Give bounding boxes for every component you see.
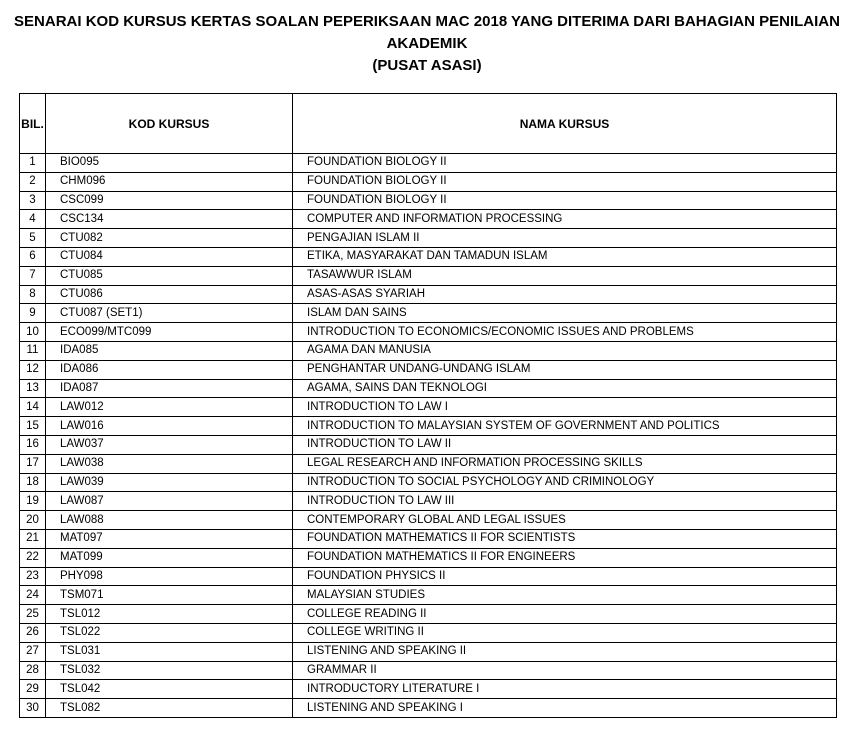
row-number: 2 xyxy=(20,172,46,191)
table-row xyxy=(20,191,837,210)
row-number: 20 xyxy=(20,511,46,530)
course-name: FOUNDATION MATHEMATICS II FOR SCIENTISTS xyxy=(293,529,837,548)
course-name: COMPUTER AND INFORMATION PROCESSING xyxy=(293,210,837,229)
course-name: ISLAM DAN SAINS xyxy=(293,304,837,323)
row-number: 7 xyxy=(20,266,46,285)
course-code: TSL012 xyxy=(46,605,293,624)
table-row xyxy=(20,454,837,473)
table-row xyxy=(20,567,837,586)
table-row xyxy=(20,699,837,718)
course-name: FOUNDATION BIOLOGY II xyxy=(293,191,837,210)
course-name: GRAMMAR II xyxy=(293,661,837,680)
course-code: MAT099 xyxy=(46,548,293,567)
table-row xyxy=(20,511,837,530)
table-row xyxy=(20,473,837,492)
course-code: TSM071 xyxy=(46,586,293,605)
table-row xyxy=(20,642,837,661)
course-name: TASAWWUR ISLAM xyxy=(293,266,837,285)
course-name: CONTEMPORARY GLOBAL AND LEGAL ISSUES xyxy=(293,511,837,530)
table-row xyxy=(20,623,837,642)
row-number: 17 xyxy=(20,454,46,473)
course-code: IDA086 xyxy=(46,360,293,379)
row-number: 16 xyxy=(20,435,46,454)
course-code: CTU087 (SET1) xyxy=(46,304,293,323)
header-kod-kursus: KOD KURSUS xyxy=(46,94,293,154)
course-name: INTRODUCTION TO SOCIAL PSYCHOLOGY AND CRIMINOLOGY xyxy=(293,473,837,492)
table-row xyxy=(20,266,837,285)
course-code: CTU082 xyxy=(46,229,293,248)
course-code: TSL022 xyxy=(46,623,293,642)
table-row xyxy=(20,172,837,191)
table-row xyxy=(20,247,837,266)
row-number: 11 xyxy=(20,341,46,360)
course-code: TSL042 xyxy=(46,680,293,699)
course-name: LISTENING AND SPEAKING I xyxy=(293,699,837,718)
course-code: TSL032 xyxy=(46,661,293,680)
course-code: LAW038 xyxy=(46,454,293,473)
row-number: 19 xyxy=(20,492,46,511)
row-number: 24 xyxy=(20,586,46,605)
course-name: LISTENING AND SPEAKING II xyxy=(293,642,837,661)
table-row xyxy=(20,341,837,360)
document-title-line-1: SENARAI KOD KURSUS KERTAS SOALAN PEPERIKSAAN MAC 2018 YANG DITERIMA DARI BAHAGIAN PENILAIAN xyxy=(14,13,840,30)
course-table xyxy=(19,93,837,718)
row-number: 26 xyxy=(20,623,46,642)
course-name: AGAMA, SAINS DAN TEKNOLOGI xyxy=(293,379,837,398)
course-code: MAT097 xyxy=(46,529,293,548)
table-row xyxy=(20,360,837,379)
course-code: CSC099 xyxy=(46,191,293,210)
course-name: COLLEGE WRITING II xyxy=(293,623,837,642)
course-code: PHY098 xyxy=(46,567,293,586)
document-title-line-2: AKADEMIK xyxy=(386,35,468,52)
course-name: PENGHANTAR UNDANG-UNDANG ISLAM xyxy=(293,360,837,379)
course-code: LAW016 xyxy=(46,417,293,436)
row-number: 9 xyxy=(20,304,46,323)
course-name: FOUNDATION BIOLOGY II xyxy=(293,172,837,191)
table-row xyxy=(20,548,837,567)
row-number: 5 xyxy=(20,229,46,248)
row-number: 4 xyxy=(20,210,46,229)
course-code: CSC134 xyxy=(46,210,293,229)
course-code: ECO099/MTC099 xyxy=(46,323,293,342)
table-row xyxy=(20,210,837,229)
table-row xyxy=(20,154,837,173)
course-code: LAW088 xyxy=(46,511,293,530)
row-number: 21 xyxy=(20,529,46,548)
course-name: LEGAL RESEARCH AND INFORMATION PROCESSING SKILLS xyxy=(293,454,837,473)
row-number: 1 xyxy=(20,154,46,173)
table-row xyxy=(20,586,837,605)
row-number: 18 xyxy=(20,473,46,492)
course-code: IDA085 xyxy=(46,341,293,360)
table-row xyxy=(20,661,837,680)
table-row xyxy=(20,605,837,624)
table-row xyxy=(20,529,837,548)
course-name: COLLEGE READING II xyxy=(293,605,837,624)
course-name: MALAYSIAN STUDIES xyxy=(293,586,837,605)
row-number: 12 xyxy=(20,360,46,379)
course-name: FOUNDATION MATHEMATICS II FOR ENGINEERS xyxy=(293,548,837,567)
course-name: INTRODUCTORY LITERATURE I xyxy=(293,680,837,699)
course-code: LAW012 xyxy=(46,398,293,417)
course-code: CTU086 xyxy=(46,285,293,304)
course-name: INTRODUCTION TO LAW II xyxy=(293,435,837,454)
document-subtitle: (PUSAT ASASI) xyxy=(372,57,482,74)
course-name: INTRODUCTION TO LAW I xyxy=(293,398,837,417)
course-code: TSL082 xyxy=(46,699,293,718)
table-row xyxy=(20,323,837,342)
course-code: LAW087 xyxy=(46,492,293,511)
course-code: IDA087 xyxy=(46,379,293,398)
row-number: 15 xyxy=(20,417,46,436)
table-row xyxy=(20,398,837,417)
header-nama-kursus: NAMA KURSUS xyxy=(293,94,837,154)
table-row xyxy=(20,285,837,304)
row-number: 6 xyxy=(20,247,46,266)
row-number: 27 xyxy=(20,642,46,661)
row-number: 8 xyxy=(20,285,46,304)
course-name: FOUNDATION BIOLOGY II xyxy=(293,154,837,173)
row-number: 13 xyxy=(20,379,46,398)
course-name: FOUNDATION PHYSICS II xyxy=(293,567,837,586)
row-number: 25 xyxy=(20,605,46,624)
table-row xyxy=(20,417,837,436)
row-number: 29 xyxy=(20,680,46,699)
table-row xyxy=(20,680,837,699)
course-name: INTRODUCTION TO MALAYSIAN SYSTEM OF GOVERNMENT AND POLITICS xyxy=(293,417,837,436)
table-body xyxy=(20,154,837,718)
table-row xyxy=(20,229,837,248)
row-number: 10 xyxy=(20,323,46,342)
row-number: 28 xyxy=(20,661,46,680)
course-name: INTRODUCTION TO ECONOMICS/ECONOMIC ISSUES AND PROBLEMS xyxy=(293,323,837,342)
table-row xyxy=(20,304,837,323)
course-name: AGAMA DAN MANUSIA xyxy=(293,341,837,360)
row-number: 30 xyxy=(20,699,46,718)
row-number: 14 xyxy=(20,398,46,417)
header-bil: BIL. xyxy=(20,94,46,154)
course-name: PENGAJIAN ISLAM II xyxy=(293,229,837,248)
row-number: 3 xyxy=(20,191,46,210)
course-code: CTU084 xyxy=(46,247,293,266)
course-code: BIO095 xyxy=(46,154,293,173)
row-number: 22 xyxy=(20,548,46,567)
course-code: CTU085 xyxy=(46,266,293,285)
course-code: TSL031 xyxy=(46,642,293,661)
course-name: ETIKA, MASYARAKAT DAN TAMADUN ISLAM xyxy=(293,247,837,266)
table-header-row xyxy=(20,94,837,154)
table-row xyxy=(20,379,837,398)
course-name: INTRODUCTION TO LAW III xyxy=(293,492,837,511)
course-code: CHM096 xyxy=(46,172,293,191)
row-number: 23 xyxy=(20,567,46,586)
course-code: LAW039 xyxy=(46,473,293,492)
table-row xyxy=(20,435,837,454)
table-row xyxy=(20,492,837,511)
course-name: ASAS-ASAS SYARIAH xyxy=(293,285,837,304)
course-code: LAW037 xyxy=(46,435,293,454)
